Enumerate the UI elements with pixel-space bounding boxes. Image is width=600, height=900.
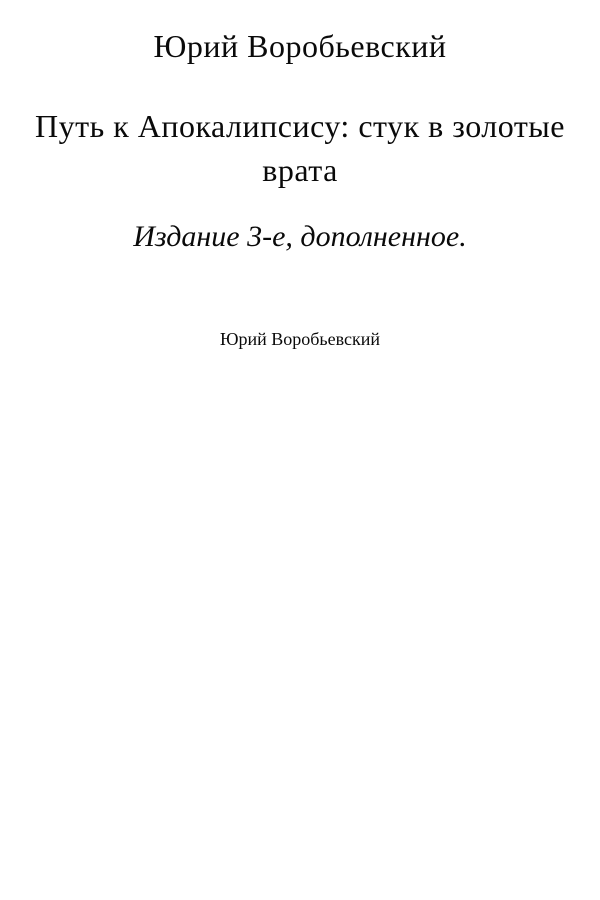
book-title-heading: Путь к Апокалипсису: стук в золотые врата [35,107,565,189]
author-body-text: Юрий Воробьевский [219,329,381,350]
edition-note: Издание 3-е, дополненное. [133,220,467,254]
author-heading: Юрий Воробьевский [153,28,447,64]
